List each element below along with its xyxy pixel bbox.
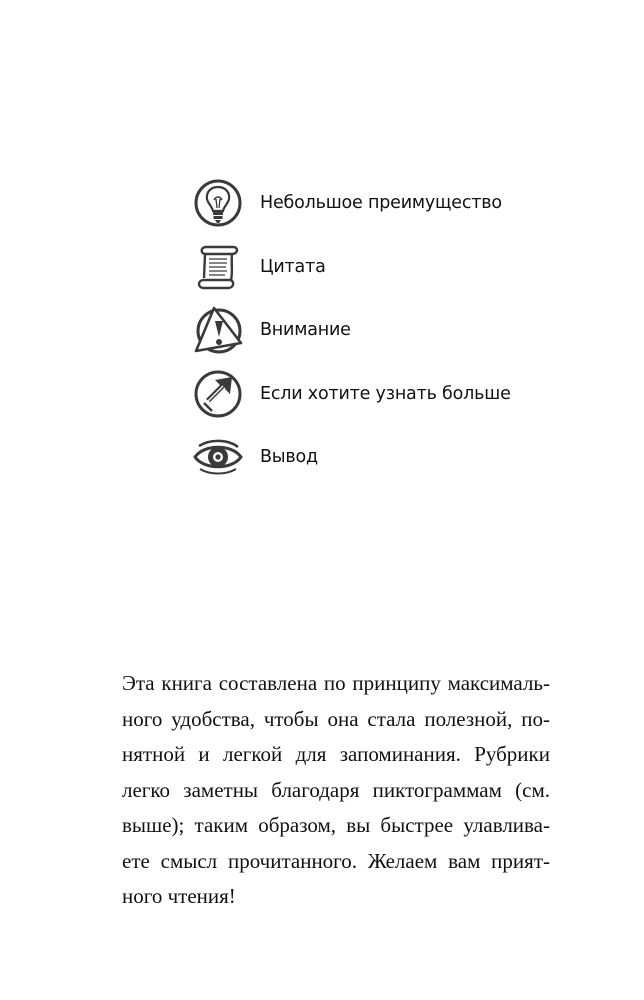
intro-paragraph (122, 666, 550, 915)
paragraph-line: нятной и легкой для запоминания. Рубрики (122, 742, 550, 766)
paragraph-line: легко заметны благодаря пиктограммам (см. (122, 777, 550, 802)
legend-item-tip (190, 178, 502, 228)
legend-label-warning: Внимание (260, 320, 351, 340)
legend-label-conclusion: Вывод (260, 447, 318, 467)
legend-label-tip: Небольшое преимущество (260, 193, 502, 213)
legend-item-quote (190, 242, 326, 292)
paragraph-line: Эта книга составлена по принципу максималь- (122, 671, 550, 695)
paragraph-line: выше); таким образом, вы быстрее улавлива- (122, 813, 550, 837)
warning-icon (190, 305, 246, 355)
arrow-up-right-icon (190, 369, 246, 419)
lightbulb-icon (190, 178, 246, 228)
legend-label-quote: Цитата (260, 257, 326, 277)
legend-item-more (190, 369, 511, 419)
legend-item-conclusion (190, 432, 318, 482)
paragraph-line: ного чтения! (122, 884, 236, 908)
paragraph-line: ного удобства, чтобы она стала полезной, по- (122, 706, 550, 731)
paragraph-line: ете смысл прочитанного. Желаем вам прият- (122, 848, 550, 873)
legend-label-more: Если хотите узнать больше (260, 384, 511, 404)
legend-item-warning (190, 305, 351, 355)
scroll-icon (190, 242, 246, 292)
eye-icon (190, 432, 246, 482)
